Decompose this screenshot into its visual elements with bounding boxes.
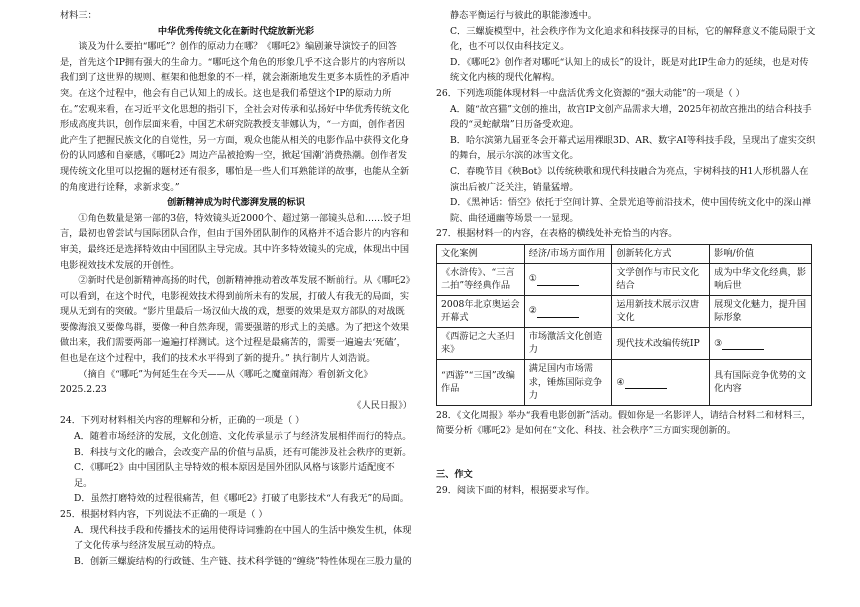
right-column (436, 8, 816, 498)
answer-blank[interactable] (537, 275, 579, 286)
table-row (437, 263, 812, 295)
table-row (437, 295, 812, 327)
table-cell: 成为中华文化经典，影响后世 (710, 263, 812, 295)
table-cell: 展现文化魅力，提升国际形象 (710, 295, 812, 327)
answer-blank-cell[interactable] (710, 327, 812, 359)
answer-space (436, 439, 816, 461)
table-cell: 《西游记之大圣归来》 (437, 327, 525, 359)
source-publication: 《人民日报》） (352, 399, 412, 411)
question-29: 29．阅读下面的材料，根据要求写作。 (436, 484, 595, 496)
paragraph-1: 谈及为什么要拍“哪吒”？创作的原动力在哪？《哪吒2》编剧兼导演饺子的回答是，首先这个IP拥有强大的生命力。“哪吒这个角色的形象几乎不这合影片的内容所以我们到了这世界的规则、框架和他想象的不一样，就会渐渐地发生更多本质性的矛盾冲突。在这个过程中，他会有自己认知上的成长。这也是我们希望这个IP的原动力所在。”宏观来看，在习近平文化思想的指引下，全社会对传承和弘扬好中华优秀传统文化形成高度共识，创作层面来看，中国艺术研究院教授支菲娜认为，“一方面，创作者因此产生了把握民族文化的自觉性，另一方面，观众也能从相关的电影作品中获得文化身份的认同感和自豪感，《哪吒2》周边产品被抢购一空，掀起‘国潮’消费热潮。创作者发现传统文化里可以挖掘的题材还有很多，哪怕是一些人们耳熟能详的故事，也能从全新的角度进行诠释，求新求变。” (60, 41, 410, 193)
question-24: 24．下列对材料相关内容的理解和分析，正确的一项是（ ） (60, 415, 305, 427)
question-25: 25．根据材料内容，下列说法不正确的一项是（ ） (60, 509, 268, 520)
table-header-cell: 经济/市场方面作用 (524, 244, 612, 263)
table-cell: 运用新技术展示汉唐文化 (612, 295, 710, 327)
q24-option-b: B．科技与文化的融合，会改变产品的价值与品质，还有可能涉及社会秩序的更新。 (74, 446, 412, 458)
table-cell: “西游”“三国”改编作品 (437, 360, 525, 406)
q26-option-d: D．《黑神话：悟空》依托于空间计算、全景光追等前沿技术，使中国传统文化中的深山禅院、曲径通幽等场景一一显现。 (450, 197, 812, 224)
q26-option-a: A．随“故宫猫”文创的推出，故宫IP文创产品需求大增，2025年初故宫推出的结合科技手段的“灵蛇献瑞”日历备受欢迎。 (450, 103, 812, 131)
section-title-1: 中华优秀传统文化在新时代绽放新光彩 (157, 25, 315, 37)
table-row (437, 327, 812, 359)
q26-option-c: C．春晚节目《秧Bot》以传统秧歌和现代科技融合为亮点，宇树科技的H1人形机器人在演出后被广泛关注，销量猛增。 (450, 165, 809, 193)
paragraph-2: ①角色数量是第一部的3倍，特效镜头近2000个、超过第一部镜头总和……饺子坦言，最初也曾尝试与国际团队合作，但由于国外团队制作的风格并不适合影片的内容和审美，最终还是选择特效由中国团队主导完成。其中许多特效镜头的完成，体现出中国电影视效技术发展的开创性。 (60, 212, 411, 271)
table-cell: 文学创作与市民文化结合 (612, 263, 710, 295)
section-heading-composition: 三、作文 (436, 469, 473, 481)
source-citation: （摘自《“哪吒”为何延生在今天——从〈哪吒之魔童闹海〉看创新文化》2025.2.23 (60, 368, 373, 396)
q24-option-a: A．随着市场经济的发展，文化创造、文化传承显示了与经济发展相伴而行的特点。 (74, 431, 412, 443)
q25-option-a: A．现代科技手段和传播技术的运用使得诗词雅韵在中国人的生活中焕发生机，体现了文化传承与经济发展互动的特点。 (74, 524, 412, 552)
table-header-cell: 文化案例 (437, 244, 525, 263)
q25-option-b: B．创新三螺旋结构的行政链、生产链、技术科学链的“缠绕”特性体现在三股力量的 (74, 555, 412, 567)
answer-blank-cell[interactable] (524, 295, 612, 327)
material-label: 材料三： (60, 10, 97, 21)
blank-number: ④ (616, 376, 625, 388)
table-cell: 满足国内市场需求，锤炼国际竞争力 (524, 360, 612, 406)
culture-case-table (436, 244, 812, 406)
table-header-row (437, 244, 812, 263)
table-cell: 市场激活文化创造力 (524, 327, 612, 359)
answer-blank-cell[interactable] (524, 263, 612, 295)
q25-option-b-cont: 静态平衡运行与彼此的职能渗透中。 (450, 10, 597, 21)
table-header-cell: 影响/价值 (710, 244, 812, 263)
left-column (60, 8, 412, 569)
blank-number: ② (528, 305, 537, 317)
paragraph-3: ②新时代是创新精神高扬的时代，创新精神推动着改革发展不断前行。从《哪吒2》可以看到，在这个时代，电影视效技术得到前所未有的发展，打破人有我无的局面，实现从无到有的突破。“影片里最后一场汉仙大战的戏，想要的效果是双方部队的对战既要像海浪又要像鸟群，要像一种自然奔现，需要强谐的形式上的美感。为了把这个效果做出来，我们需要两部一遍遍打样测试。这个过程是最痛苦的，需要一遍遍去‘死磕’，但也是在这个过程中，我们的技术水平得到了新的提升。” 执行制片人刘浩说。 (60, 275, 411, 365)
blank-number: ③ (714, 337, 723, 349)
table-header-cell: 创新转化方式 (612, 244, 710, 263)
table-cell: 《水浒传》、“三言二拍”等经典作品 (437, 263, 525, 295)
q26-option-b: B．哈尔滨第九届亚冬会开幕式运用裸眼3D、AR、数字AI等科技手段，呈现出了虚实交织的舞台，展示尔滨的冰雪文化。 (450, 134, 816, 162)
q24-option-d: D．虽然打磨特效的过程很痛苦，但《哪吒2》打破了电影技术“人有我无”的局面。 (74, 493, 409, 505)
table-cell: 具有国际竞争优势的文化内容 (710, 360, 812, 406)
blank-number: ① (528, 273, 537, 285)
question-26: 26．下列选项能体现材料一中盘活优秀文化资源的“强大动能”的一项是（ ） (436, 87, 745, 99)
question-27: 27．根据材料一的内容，在表格的横线处补充恰当的内容。 (436, 228, 678, 240)
table-cell: 2008年北京奥运会开幕式 (437, 295, 525, 327)
table-row (437, 360, 812, 406)
answer-blank[interactable] (625, 378, 667, 389)
q25-option-c: C．三螺旋模型中，社会秩序作为文化追求和科技探寻的目标，它的解释意义不能局限于文化，也不可以仅由科技定义。 (450, 25, 816, 53)
table-cell: 现代技术改编传统IP (612, 327, 710, 359)
answer-blank[interactable] (537, 307, 579, 318)
answer-blank-cell[interactable] (612, 360, 710, 406)
answer-blank[interactable] (722, 339, 764, 350)
q25-option-d: D．《哪吒2》创作者对哪吒“认知上的成长”的设计，既是对此IP生命力的延续，也是对传统文化内核的现代化解构。 (450, 56, 809, 84)
q24-option-c: C．《哪吒2》由中国团队主导特效的根本原因是国外团队风格与该影片适配度不足。 (74, 462, 395, 489)
question-28: 28．《文化周报》举办“我看电影创新”活动。假如你是一名影评人，请结合材料二和材料三，简要分析《哪吒2》是如何在“文化、科技、社会秩序”三方面实现创新的。 (436, 409, 811, 437)
section-title-2: 创新精神成为时代澎湃发展的标识 (167, 197, 305, 209)
